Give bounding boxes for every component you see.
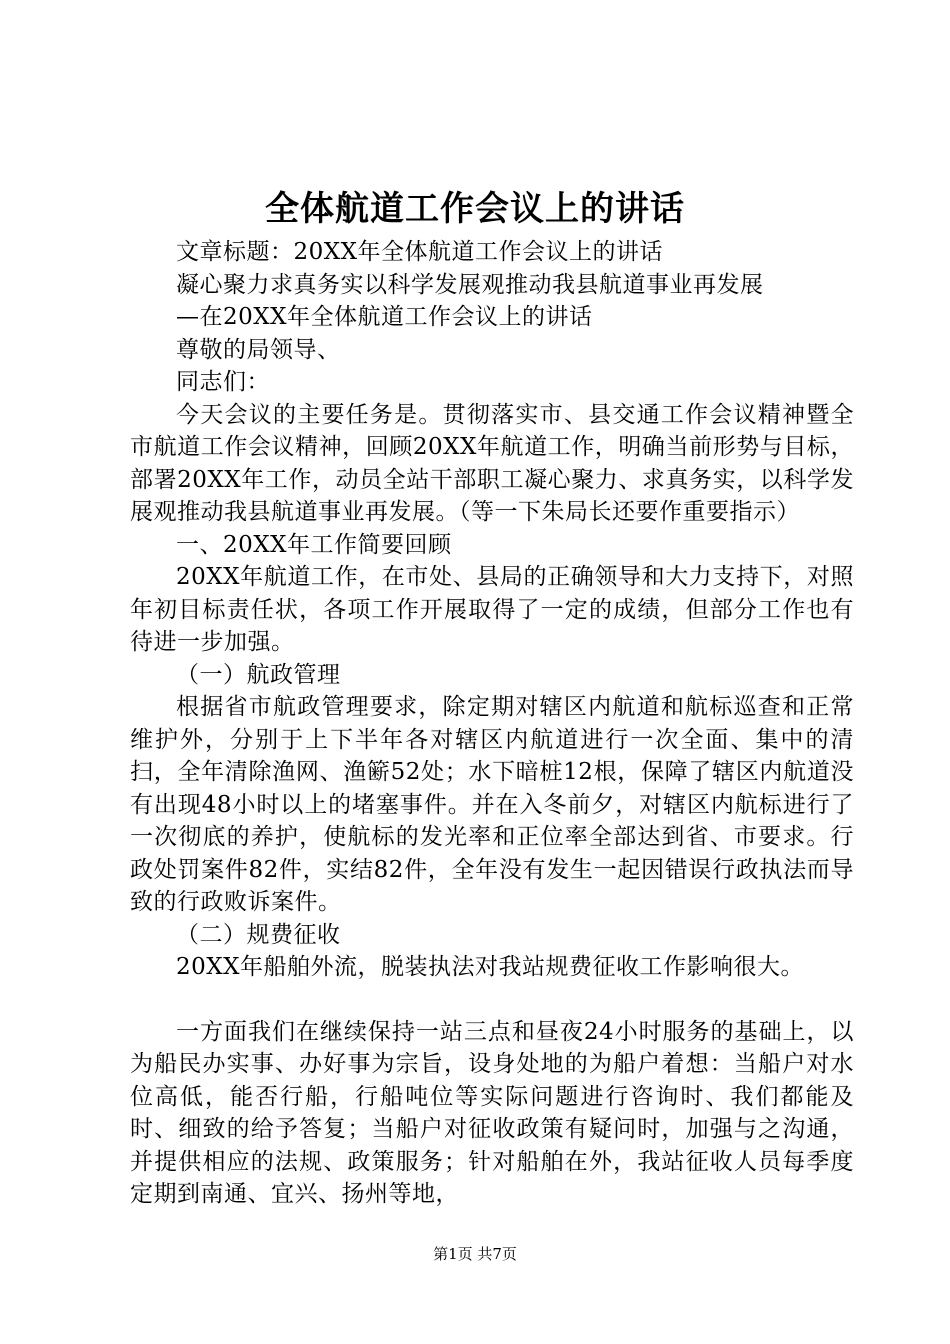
- section-1-heading: 一、20XX年工作简要回顾: [176, 531, 452, 558]
- subsection-2-heading: （二）规费征收: [176, 921, 341, 948]
- headline-line: 凝心聚力求真务实以科学发展观推动我县航道事业再发展: [176, 271, 764, 298]
- document-body: [130, 236, 854, 1211]
- intro-paragraph: 今天会议的主要任务是。贯彻落实市、县交通工作会议精神暨全市航道工作会议精神，回顾20XX年航道工作，明确当前形势与目标，部署20XX年工作，动员全站干部职工凝心聚力、求真务实，以科学发展观推动我县航道事业再发展。（等一下朱局长还要作重要指示）: [130, 401, 854, 525]
- document-title: 全体航道工作会议上的讲话: [265, 189, 685, 229]
- salutation-line-1: 尊敬的局领导、: [176, 336, 341, 363]
- section-1-paragraph: 20XX年航道工作，在市处、县局的正确领导和大力支持下，对照年初目标责任状，各项工作开展取得了一定的成绩，但部分工作也有待进一步加强。: [130, 564, 854, 655]
- article-title-line: 文章标题：20XX年全体航道工作会议上的讲话: [176, 239, 664, 265]
- paragraph-spacer: [130, 984, 854, 1016]
- subheadline-line: —在20XX年全体航道工作会议上的讲话: [176, 304, 593, 330]
- page-number-footer: 第1页 共7页: [433, 1245, 517, 1263]
- subsection-1-heading: （一）航政管理: [176, 661, 341, 688]
- subsection-1-paragraph: 根据省市航政管理要求，除定期对辖区内航道和航标巡查和正常维护外，分别于上下半年各对辖区内航道进行一次全面、集中的清扫，全年清除渔网、渔簖52处；水下暗桩12根，保障了辖区内航道没有出现48小时以上的堵塞事件。并在入冬前夕，对辖区内航标进行了一次彻底的养护，使航标的发光率和正位率全部达到省、市要求。行政处罚案件82件，实结82件，全年没有发生一起因错误行政执法而导致的行政败诉案件。: [130, 694, 854, 915]
- subsection-2-paragraph-2: 一方面我们在继续保持一站三点和昼夜24小时服务的基础上，以为船民办实事、办好事为宗旨，设身处地的为船户着想：当船户对水位高低，能否行船，行船吨位等实际问题进行咨询时、我们都能及时、细致的给予答复；当船户对征收政策有疑问时，加强与之沟通，并提供相应的法规、政策服务；针对船舶在外，我站征收人员每季度定期到南通、宜兴、扬州等地，: [130, 1018, 854, 1207]
- subsection-2-paragraph: 20XX年船舶外流，脱装执法对我站规费征收工作影响很大。: [176, 954, 805, 980]
- salutation-line-2: 同志们：: [176, 369, 270, 395]
